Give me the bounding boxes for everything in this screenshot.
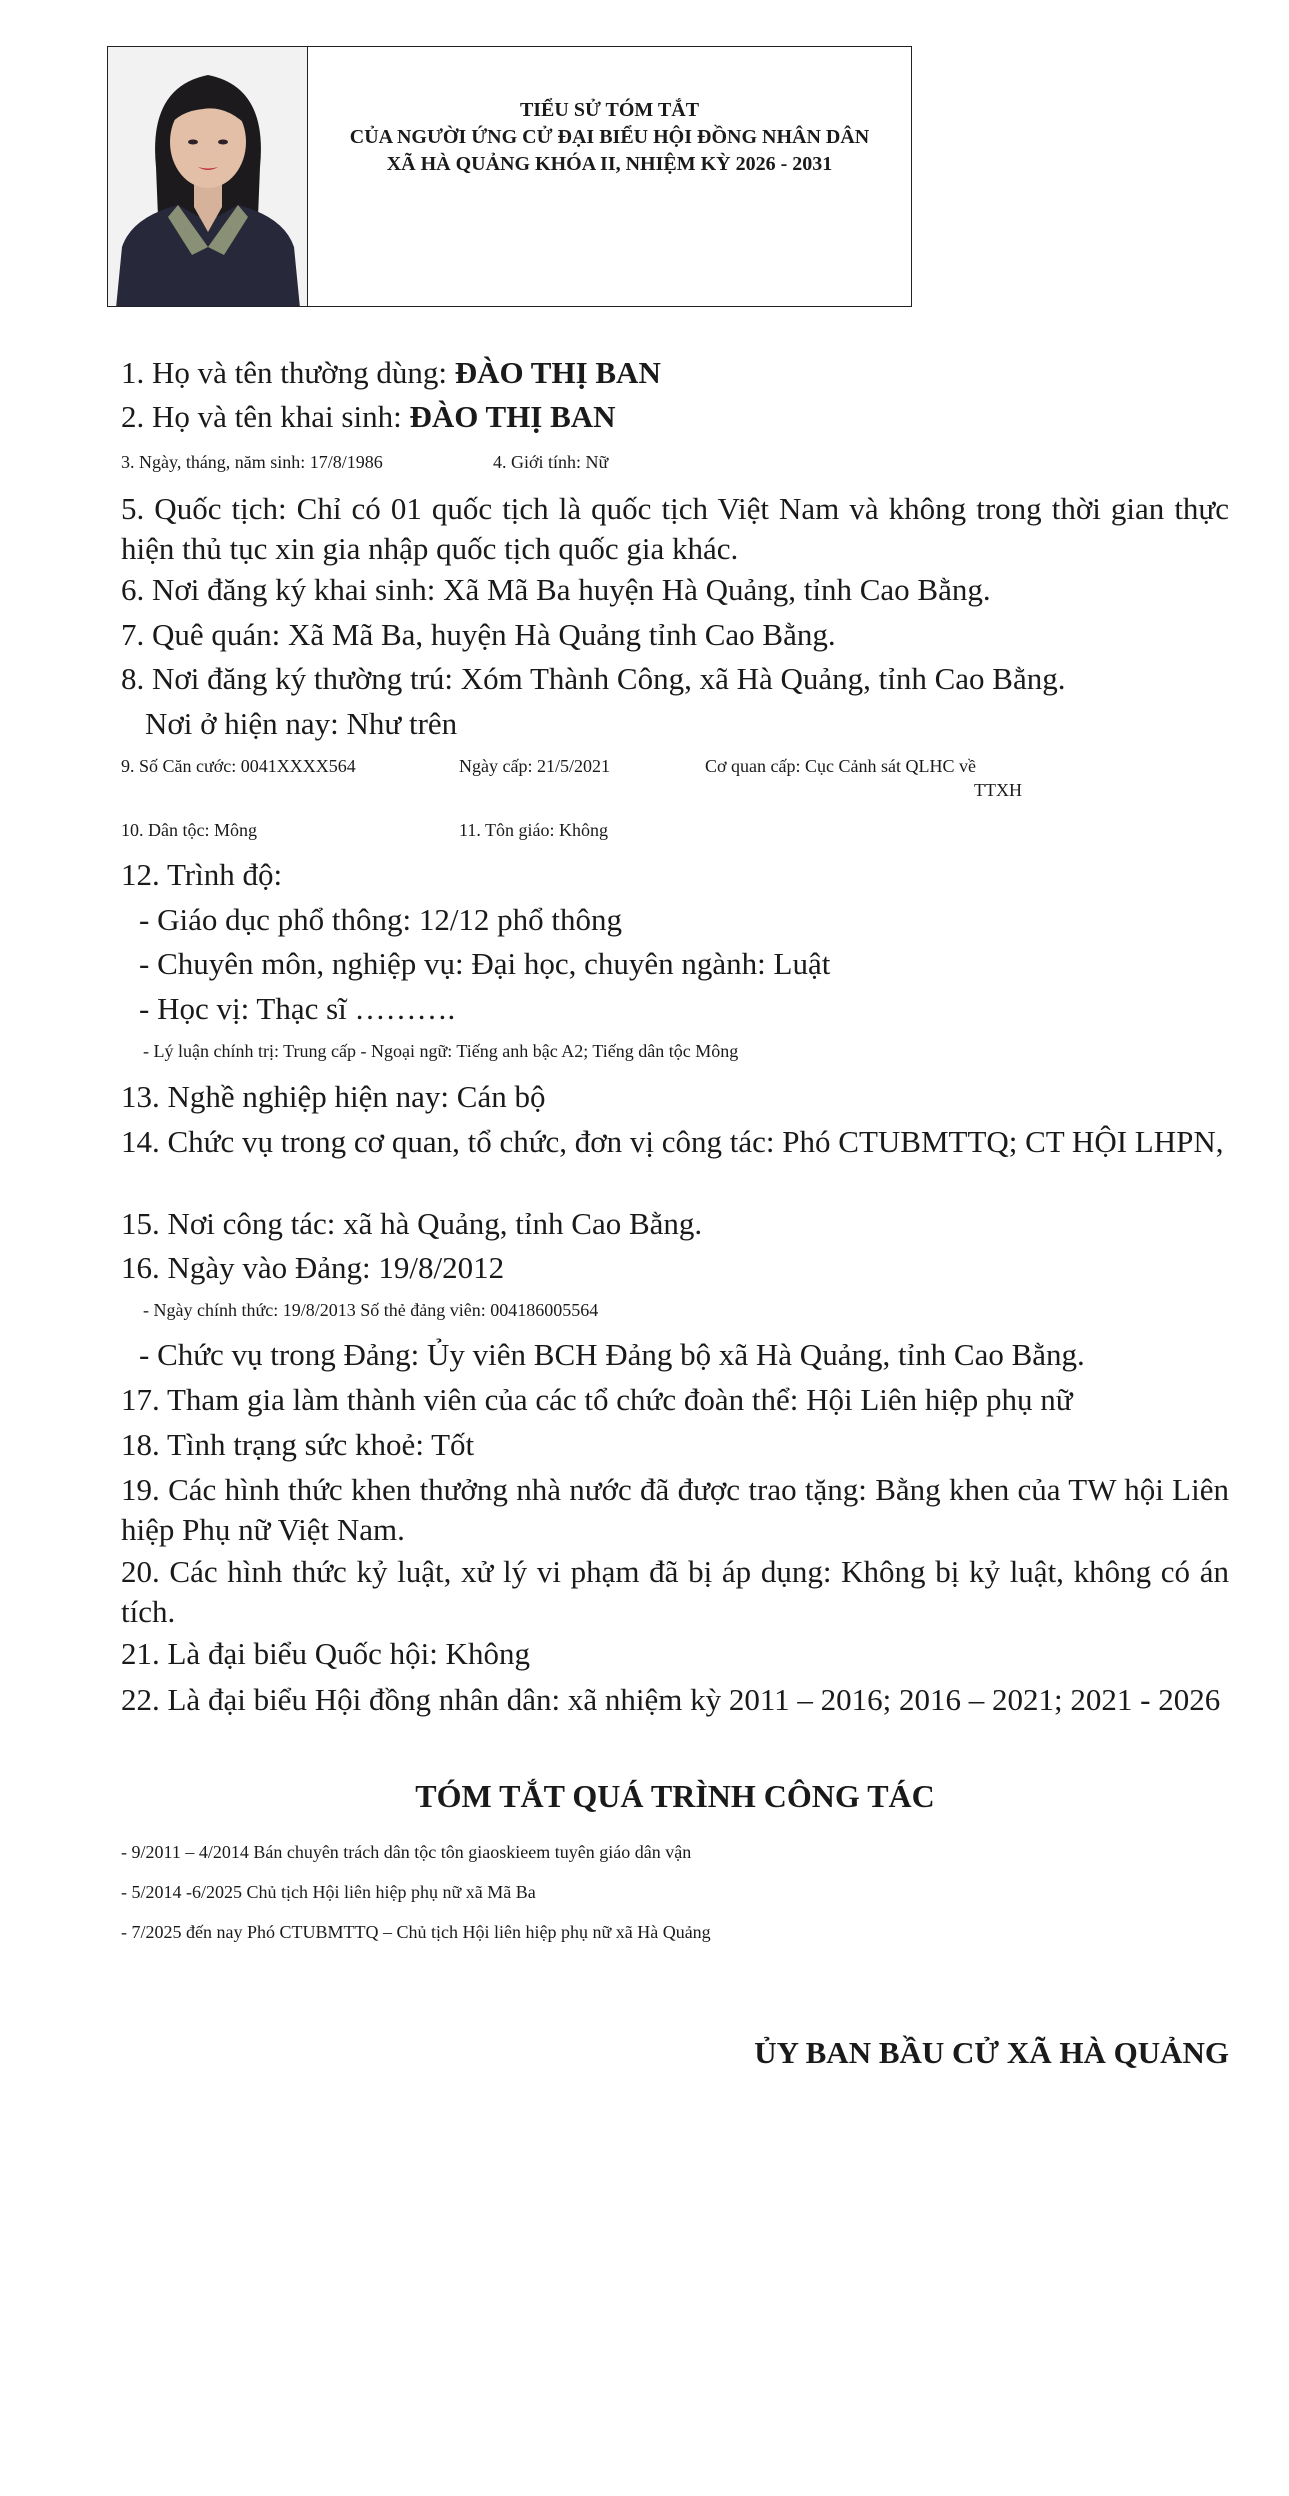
item-id-issuer-line-1: Cơ quan cấp: Cục Cảnh sát QLHC về [705,756,976,776]
item-discipline: 20. Các hình thức kỷ luật, xử lý vi phạm đã bị áp dụng: Không bị kỷ luật, không có án tích. [121,1554,1229,1629]
career-entry: - 5/2014 -6/2025 Chủ tịch Hội liên hiệp phụ nữ xã Mã Ba [121,1882,536,1902]
title-line-3: XÃ HÀ QUẢNG KHÓA II, NHIỆM KỲ 2026 - 2031 [386,153,833,175]
birth-name-label: 2. Họ và tên khai sinh: [121,399,410,434]
item-occupation: 13. Nghề nghiệp hiện nay: Cán bộ [121,1079,546,1114]
item-general-education: - Giáo dục phổ thông: 12/12 phổ thông [139,902,623,937]
item-people-council: 22. Là đại biểu Hội đồng nhân dân: xã nhiệm kỳ 2011 – 2016; 2016 – 2021; 2021 - 2026 [121,1682,1221,1717]
title-line-2: CỦA NGƯỜI ỨNG CỬ ĐẠI BIỂU HỘI ĐỒNG NHÂN DÂN [349,126,870,148]
item-position: 14. Chức vụ trong cơ quan, tổ chức, đơn vị công tác: Phó CTUBMTTQ; CT HỘI LHPN, [121,1124,1224,1159]
item-id-issuer-line-2: TTXH [974,780,1022,800]
item-party-position: - Chức vụ trong Đảng: Ủy viên BCH Đảng bộ xã Hà Quảng, tỉnh Cao Bằng. [139,1337,1085,1372]
item-party-official: - Ngày chính thức: 19/8/2013 Số thẻ đảng viên: 004186005564 [143,1300,599,1320]
career-entry: - 9/2011 – 4/2014 Bán chuyên trách dân tộc tôn giaoskieem tuyên giáo dân vận [121,1842,692,1862]
item-political-language: - Lý luận chính trị: Trung cấp - Ngoại ngữ: Tiếng anh bậc A2; Tiếng dân tộc Mông [143,1041,739,1061]
item-workplace: 15. Nơi công tác: xã hà Quảng, tỉnh Cao Bằng. [121,1206,703,1241]
item-specialization: - Chuyên môn, nghiệp vụ: Đại học, chuyên ngành: Luật [139,946,831,981]
document-title [308,47,911,306]
item-permanent-residence: 8. Nơi đăng ký thường trú: Xóm Thành Công, xã Hà Quảng, tỉnh Cao Bằng. [121,661,1066,696]
item-hometown: 7. Quê quán: Xã Mã Ba, huyện Hà Quảng tỉnh Cao Bằng. [121,617,836,652]
item-dob: 3. Ngày, tháng, năm sinh: 17/8/1986 [121,452,383,472]
item-birth-name [121,397,616,437]
career-section-title: TÓM TẮT QUÁ TRÌNH CÔNG TÁC [415,1778,935,1814]
item-ethnicity: 10. Dân tộc: Mông [121,820,257,840]
item-party-join-date: 16. Ngày vào Đảng: 19/8/2012 [121,1250,505,1285]
election-committee-signature: ỦY BAN BẦU CỬ XÃ HÀ QUẢNG [754,2035,1229,2070]
common-name-label: 1. Họ và tên thường dùng: [121,355,455,390]
item-education-heading: 12. Trình độ: [121,857,283,892]
item-nationality: 5. Quốc tịch: Chỉ có 01 quốc tịch là quốc tịch Việt Nam và không trong thời gian thực hiện thủ tục xin gia nhập quốc tịch quốc gia khác. [121,491,1229,566]
item-degree: - Học vị: Thạc sĩ ………. [139,991,456,1026]
item-national-assembly: 21. Là đại biểu Quốc hội: Không [121,1636,530,1671]
item-id-issue-date: Ngày cấp: 21/5/2021 [459,756,610,776]
item-organizations: 17. Tham gia làm thành viên của các tổ chức đoàn thể: Hội Liên hiệp phụ nữ [121,1382,1073,1417]
birth-name-value: ĐÀO THỊ BAN [409,399,616,434]
career-entry: - 7/2025 đến nay Phó CTUBMTTQ – Chủ tịch Hội liên hiệp phụ nữ xã Hà Quảng [121,1922,711,1942]
portrait-image [108,47,308,306]
item-gender: 4. Giới tính: Nữ [493,452,609,472]
item-awards: 19. Các hình thức khen thưởng nhà nước đã được trao tặng: Bằng khen của TW hội Liên hiệp Phụ nữ Việt Nam. [121,1472,1229,1547]
item-common-name [121,353,661,393]
item-current-residence: Nơi ở hiện nay: Như trên [145,706,458,741]
header-box [107,46,912,307]
item-id-number: 9. Số Căn cước: 0041XXXX564 [121,756,356,776]
item-birth-registration: 6. Nơi đăng ký khai sinh: Xã Mã Ba huyện Hà Quảng, tỉnh Cao Bằng. [121,572,991,607]
common-name-value: ĐÀO THỊ BAN [454,355,661,390]
title-line-1: TIỂU SỬ TÓM TẮT [519,99,700,121]
portrait-photo [108,47,308,306]
item-religion: 11. Tôn giáo: Không [459,820,608,840]
item-health: 18. Tình trạng sức khoẻ: Tốt [121,1427,475,1462]
